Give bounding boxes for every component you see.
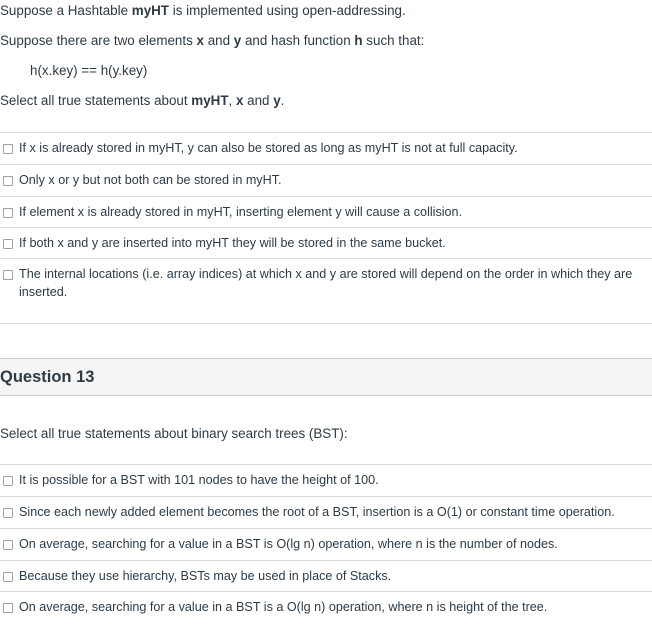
checkbox[interactable] (3, 572, 13, 582)
q12-answer-list (0, 132, 652, 324)
answer-label: It is possible for a BST with 101 nodes to have the height of 100. (19, 473, 379, 487)
q12-elements-end: such that: (362, 33, 425, 48)
checkbox[interactable] (3, 144, 13, 154)
answer-label: On average, searching for a value in a BST is O(lg n) operation, where n is the number of nodes. (19, 537, 558, 551)
answer-label: Because they use hierarchy, BSTs may be used in place of Stacks. (19, 569, 392, 583)
checkbox[interactable] (3, 208, 13, 218)
q12-elements-and: and (203, 33, 234, 48)
q12-prompt-myht: myHT (191, 93, 229, 108)
q12-elements-y: y (233, 33, 242, 48)
answer-label: If both x and y are inserted into myHT they will be stored in the same bucket. (19, 236, 446, 250)
q12-elements-mid: and hash function (241, 33, 355, 48)
q12-answer-option[interactable] (0, 132, 652, 164)
q13-prompt: Select all true statements about binary search trees (BST): (0, 426, 348, 441)
q12-prompt (0, 92, 284, 110)
q12-intro-myht: myHT (131, 3, 169, 18)
q12-prompt-y: y (273, 93, 281, 108)
checkbox[interactable] (3, 540, 13, 550)
q13-answer-list (0, 464, 652, 627)
q12-elements-x: x (196, 33, 204, 48)
q13-answer-option[interactable] (0, 560, 652, 591)
checkbox[interactable] (3, 239, 13, 249)
question-title: Question 13 (0, 368, 95, 386)
q12-elements-line (0, 32, 424, 50)
q13-answer-option[interactable] (0, 496, 652, 528)
q12-answer-option[interactable] (0, 196, 652, 227)
checkbox[interactable] (3, 476, 13, 486)
checkbox[interactable] (3, 603, 13, 613)
answer-label: On average, searching for a value in a BST is a O(lg n) operation, where n is height of the tree. (19, 600, 548, 614)
q12-answer-option[interactable] (0, 227, 652, 258)
answer-label: If x is already stored in myHT, y can also be stored as long as myHT is not at full capacity. (19, 141, 518, 155)
q13-answer-option[interactable] (0, 464, 652, 496)
checkbox[interactable] (3, 176, 13, 186)
question-header (0, 358, 652, 396)
q12-hash-equation: h(x.key) == h(y.key) (30, 63, 148, 78)
q12-intro-text-end: is implemented using open-addressing. (169, 3, 406, 18)
q12-prompt-end: . (280, 93, 285, 108)
q12-prompt-text: Select all true statements about (0, 93, 192, 108)
q12-elements-h: h (354, 33, 363, 48)
q13-answer-option[interactable] (0, 591, 652, 627)
q12-elements-text: Suppose there are two elements (0, 33, 197, 48)
answer-label: The internal locations (i.e. array indices) at which x and y are stored will depend on the order in which they are inserted. (19, 267, 633, 299)
answer-label: If element x is already stored in myHT, inserting element y will cause a collision. (19, 205, 463, 219)
q12-intro-text: Suppose a Hashtable (0, 3, 132, 18)
q13-answer-option[interactable] (0, 528, 652, 560)
checkbox[interactable] (3, 270, 13, 280)
q12-intro-line (0, 2, 406, 20)
q12-prompt-comma: , (228, 93, 236, 108)
q12-prompt-and: and (243, 93, 274, 108)
q12-prompt-x: x (235, 93, 244, 108)
answer-label: Only x or y but not both can be stored in myHT. (19, 173, 282, 187)
q12-answer-option[interactable] (0, 258, 652, 324)
answer-label: Since each newly added element becomes the root of a BST, insertion is a O(1) or constant time operation. (19, 505, 615, 519)
checkbox[interactable] (3, 508, 13, 518)
q12-answer-option[interactable] (0, 164, 652, 196)
